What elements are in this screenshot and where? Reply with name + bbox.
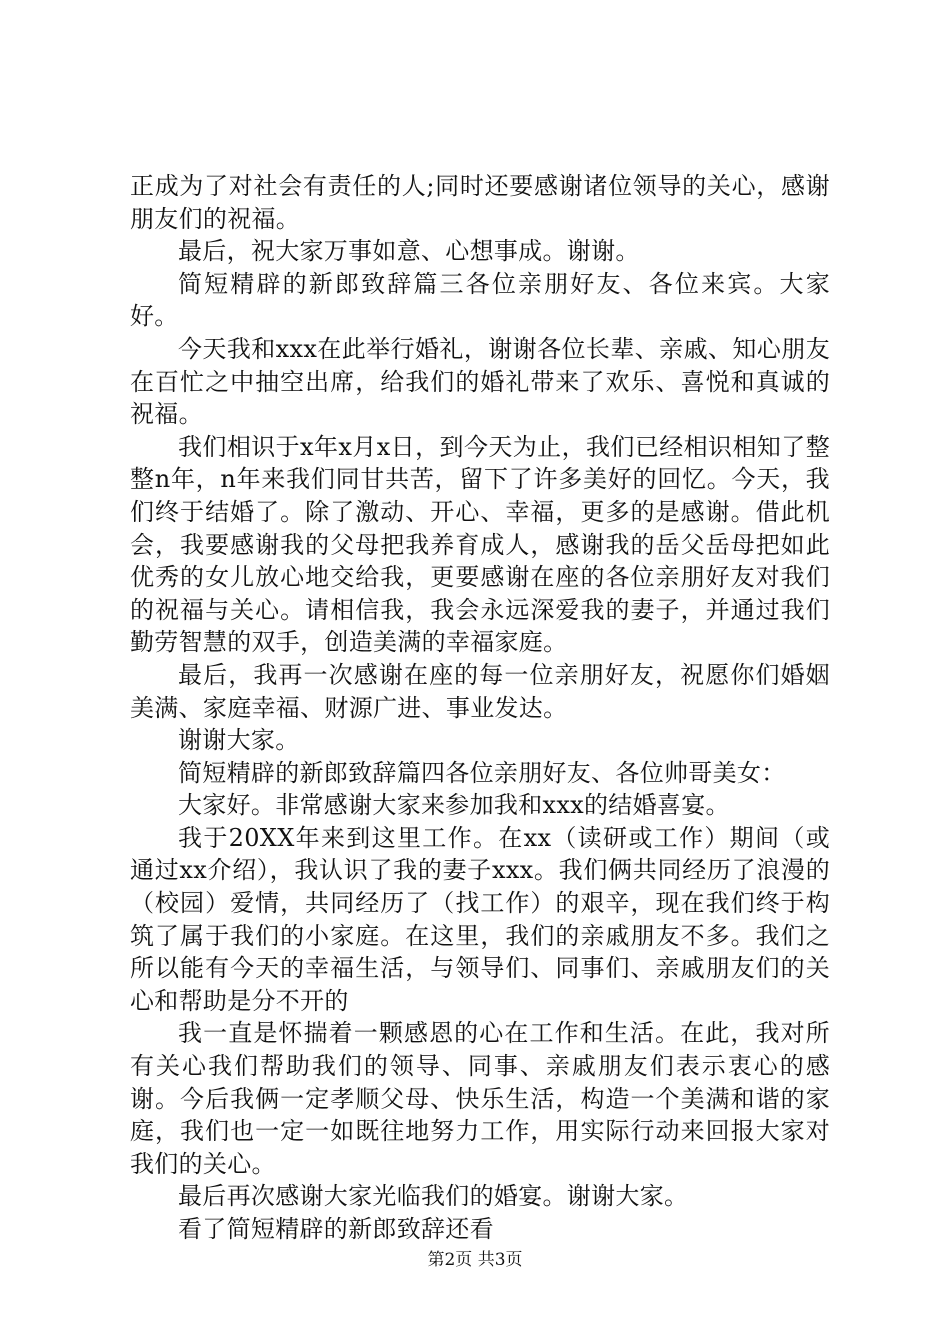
- paragraph-heading-3: 简短精辟的新郎致辞篇三各位亲朋好友、各位来宾。大家好。: [130, 269, 830, 331]
- paragraph-heading-4: 简短精辟的新郎致辞篇四各位亲朋好友、各位帅哥美女：: [178, 758, 786, 787]
- paragraph: 我们相识于x年x月x日，到今天为止，我们已经相识相知了整整n年，n年来我们同甘共苦，留下了许多美好的回忆。今天，我们终于结婚了。除了激动、开心、幸福，更多的是感谢。借此机会，我要感谢我的父母把我养育成人，感谢我的岳父岳母把如此优秀的女儿放心地交给我，更要感谢在座的各位亲朋好友对我们的祝福与关心。请相信我，我会永远深爱我的妻子，并通过我们勤劳智慧的双手，创造美满的幸福家庭。: [130, 432, 830, 657]
- paragraph: 看了简短精辟的新郎致辞还看: [178, 1215, 494, 1243]
- document-body: [130, 170, 830, 1246]
- paragraph: 我一直是怀揣着一颗感恩的心在工作和生活。在此，我对所有关心我们帮助我们的领导、同事、亲戚朋友们表示衷心的感谢。今后我俩一定孝顺父母、快乐生活，构造一个美满和谐的家庭，我们也一定一如既往地努力工作，用实际行动来回报大家对我们的关心。: [130, 1019, 830, 1178]
- paragraph: 最后，祝大家万事如意、心想事成。谢谢。: [178, 237, 640, 266]
- paragraph: 谢谢大家。: [178, 726, 300, 755]
- paragraph: 最后再次感谢大家光临我们的婚宴。谢谢大家。: [178, 1182, 689, 1211]
- paragraph: 最后，我再一次感谢在座的每一位亲朋好友，祝愿你们婚姻美满、家庭幸福、财源广进、事业发达。: [130, 660, 830, 722]
- paragraph: 今天我和xxx在此举行婚礼，谢谢各位长辈、亲戚、知心朋友在百忙之中抽空出席，给我们的婚礼带来了欢乐、喜悦和真诚的祝福。: [130, 334, 830, 429]
- paragraph-continuation: 正成为了对社会有责任的人;同时还要感谢诸位领导的关心，感谢朋友们的祝福。: [130, 172, 830, 233]
- paragraph: 我于20XX年来到这里工作。在xx（读研或工作）期间（或通过xx介绍），我认识了我的妻子xxx。我们俩共同经历了浪漫的（校园）爱情，共同经历了（找工作）的艰辛，现在我们终于构筑了属于我们的小家庭。在这里，我们的亲戚朋友不多。我们之所以能有今天的幸福生活，与领导们、同事们、亲戚朋友们的关心和帮助是分不开的: [130, 823, 830, 1015]
- page-number-footer: 第2页 共3页: [427, 1250, 523, 1270]
- paragraph: 大家好。非常感谢大家来参加我和xxx的结婚喜宴。: [178, 791, 730, 820]
